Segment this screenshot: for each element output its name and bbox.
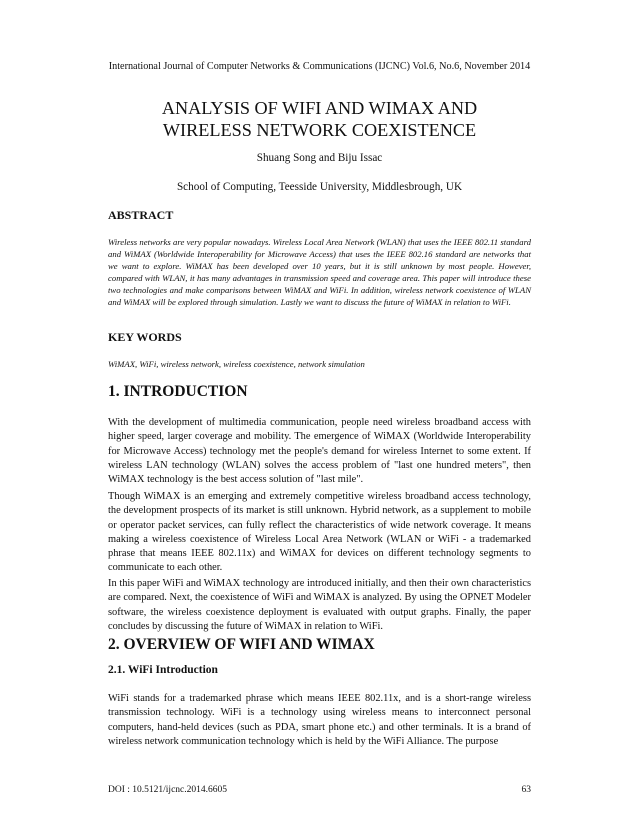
introduction-paragraph-2: Though WiMAX is an emerging and extremely competitive wireless broadband access technology, the development prospects of its market is still unknown. Hybrid network, as a supplement to mobile or operator packet services, can fully reflect the characteristics of wide network coverage. It means making a wireless coexistence of Wireless Local Area Network (WLAN or WiFi - a trademarked phrase that means IEEE 802.11x) and WiMAX for devices on different technology segments to communicate to each other. [108,491,531,574]
introduction-heading: 1. INTRODUCTION [108,383,248,400]
paper-title [108,97,531,141]
introduction-paragraph-1: With the development of multimedia communication, people need wireless broadband access with higher speed, larger coverage and mobility. The emergence of WiMAX (Worldwide Interoperability for Microwave Access) technology met the people's demand for wireless Internet to some extent. If wireless LAN technology (WLAN) solves the access problem of "last one hundred meters", then WiMAX technology is the best access solution of "last mile". [108,417,531,486]
keywords-text: WiMAX, WiFi, wireless network, wireless coexistence, network simulation [108,359,365,369]
abstract-heading: ABSTRACT [108,208,174,222]
wifi-intro-subheading: 2.1. WiFi Introduction [108,664,218,676]
title-line-1: ANALYSIS OF WIFI AND WIMAX AND [161,98,478,118]
doi: DOI : 10.5121/ijcnc.2014.6605 [108,785,228,795]
abstract-text: Wireless networks are very popular nowadays. Wireless Local Area Network (WLAN) that uses the IEEE 802.11 standard and WiMAX (Worldwide Interoperability for Microwave Access) that uses the IEEE 802.16 standard are networks that we want to explore. WiMAX has been developed over 10 years, but it is still unknown by most people. However, compared with WLAN, it has many advantages in transmission speed and coverage area. This paper will introduce these two technologies and make comparisons between WiMAX and WiFi. In addition, wireless network coexistence of WLAN and WiMAX will be explored through simulation. Lastly we want to discuss the future of WiMAX in relation to WiFi. [108,237,531,307]
title-line-2: WIRELESS NETWORK COEXISTENCE [162,120,477,140]
running-header: International Journal of Computer Networks & Communications (IJCNC) Vol.6, No.6, November 2014 [108,61,531,72]
page-number: 63 [521,785,531,795]
introduction-paragraph-3: In this paper WiFi and WiMAX technology are introduced initially, and then their own characteristics are compared. Next, the coexistence of WiFi and WiMAX is analyzed. By using the OPNET Modeler software, the wireless coexistence deployment is evaluated with output graphs. Finally, the paper concludes by discussing the future of WiMAX in relation to WiFi. [108,578,531,632]
overview-heading: 2. OVERVIEW OF WIFI AND WIMAX [108,636,375,653]
authors: Shuang Song and Biju Issac [256,152,383,164]
paper-page [108,0,531,826]
keywords-heading: KEY WORDS [108,330,182,344]
affiliation: School of Computing, Teesside University, Middlesbrough, UK [176,181,463,193]
wifi-intro-paragraph: WiFi stands for a trademarked phrase which means IEEE 802.11x, and is a short-range wireless transmission technology. WiFi is a technology using wireless means to interconnect personal computers, hand-held devices (such as PDA, smart phone etc.) and other terminals. It is a brand of wireless network communication technology which is held by the WiFi Alliance. The purpose [108,693,531,747]
